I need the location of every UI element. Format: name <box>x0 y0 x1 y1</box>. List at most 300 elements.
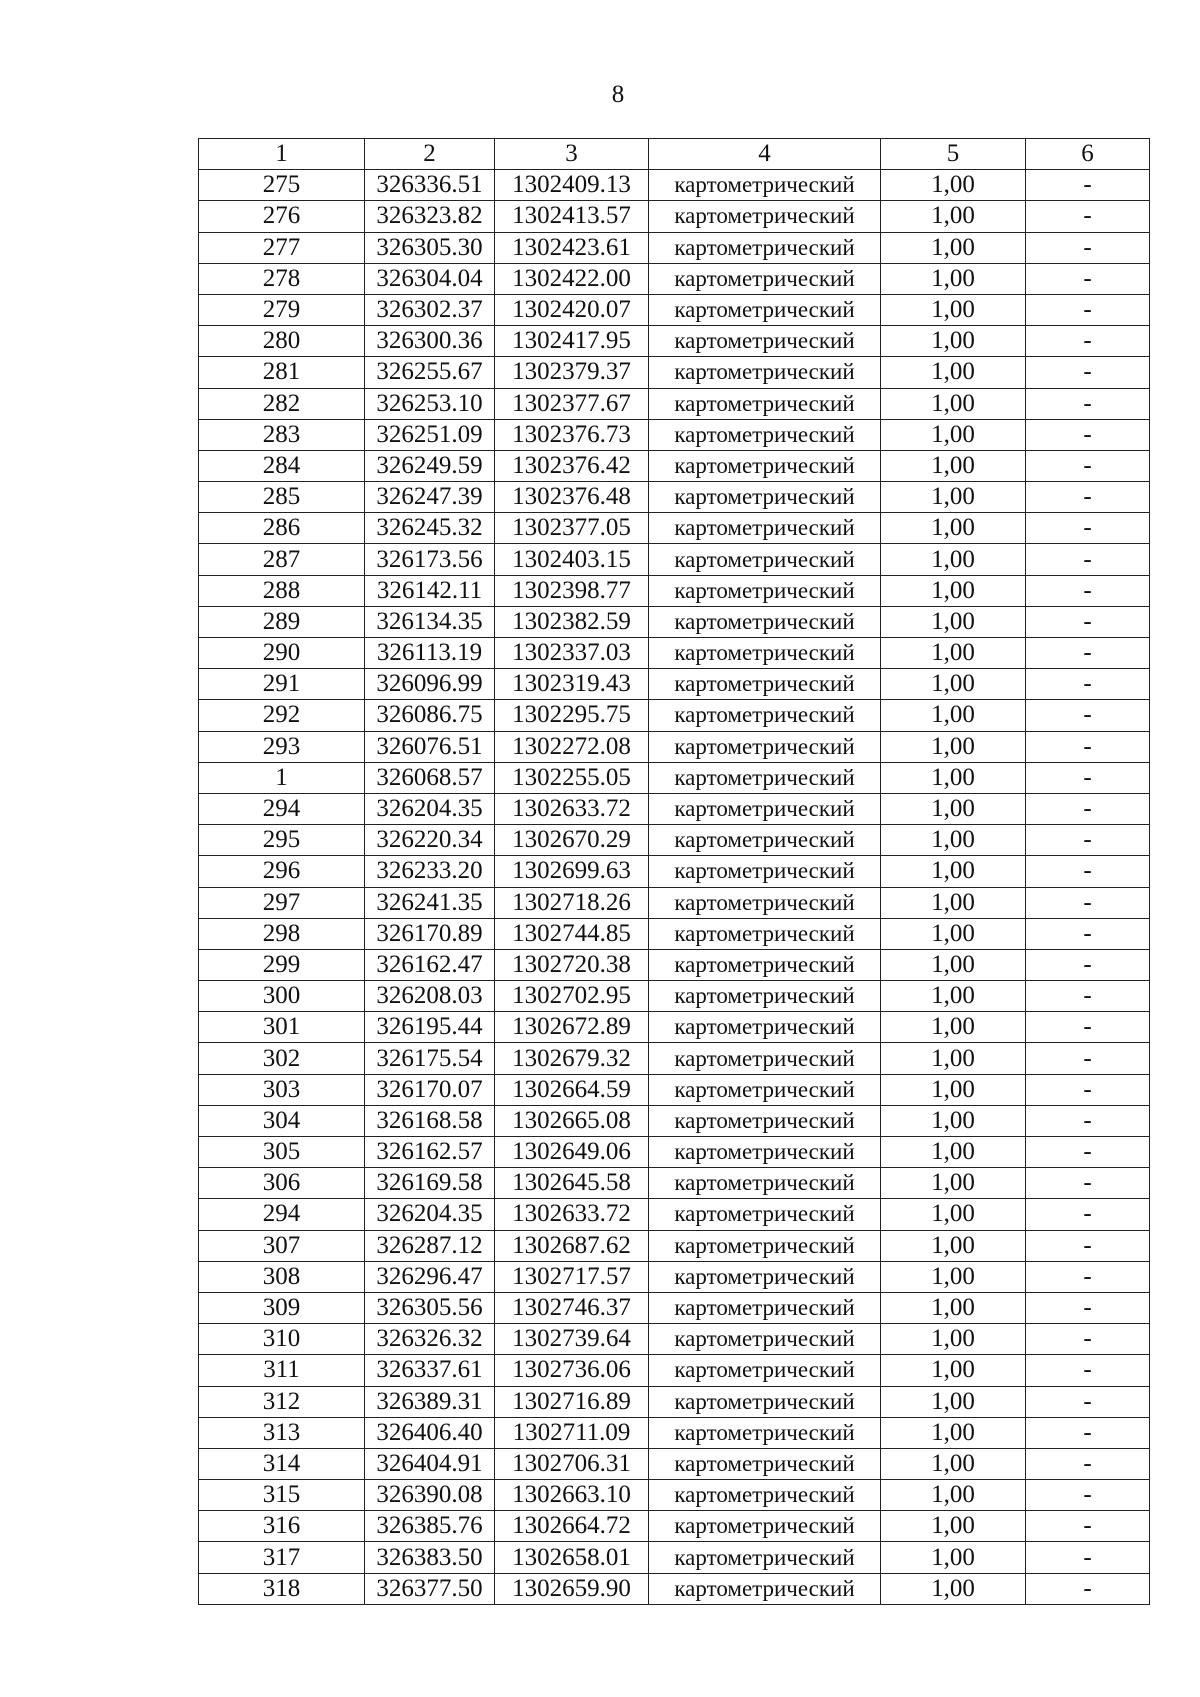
note-cell: - <box>1026 1199 1150 1230</box>
table-row <box>199 513 1150 544</box>
column-header-3: 3 <box>495 139 649 170</box>
accuracy-cell: 1,00 <box>881 232 1026 263</box>
note-cell: - <box>1026 575 1150 606</box>
method-cell: картометрический <box>649 825 881 856</box>
point-number-cell: 294 <box>199 793 365 824</box>
method-cell: картометрический <box>649 1199 881 1230</box>
accuracy-cell: 1,00 <box>881 170 1026 201</box>
accuracy-cell: 1,00 <box>881 1292 1026 1323</box>
accuracy-cell: 1,00 <box>881 606 1026 637</box>
point-number-cell: 307 <box>199 1230 365 1261</box>
method-cell: картометрический <box>649 1230 881 1261</box>
note-cell: - <box>1026 1448 1150 1479</box>
note-cell: - <box>1026 887 1150 918</box>
method-cell: картометрический <box>649 1480 881 1511</box>
x-coordinate-cell: 326389.31 <box>365 1386 495 1417</box>
accuracy-cell: 1,00 <box>881 700 1026 731</box>
point-number-cell: 296 <box>199 856 365 887</box>
x-coordinate-cell: 326406.40 <box>365 1417 495 1448</box>
table-row <box>199 1261 1150 1292</box>
point-number-cell: 281 <box>199 357 365 388</box>
x-coordinate-cell: 326305.30 <box>365 232 495 263</box>
note-cell: - <box>1026 388 1150 419</box>
point-number-cell: 308 <box>199 1261 365 1292</box>
table-row <box>199 1230 1150 1261</box>
y-coordinate-cell: 1302687.62 <box>495 1230 649 1261</box>
note-cell: - <box>1026 232 1150 263</box>
accuracy-cell: 1,00 <box>881 762 1026 793</box>
point-number-cell: 282 <box>199 388 365 419</box>
accuracy-cell: 1,00 <box>881 482 1026 513</box>
table-row <box>199 981 1150 1012</box>
column-header-4: 4 <box>649 139 881 170</box>
note-cell: - <box>1026 825 1150 856</box>
x-coordinate-cell: 326245.32 <box>365 513 495 544</box>
y-coordinate-cell: 1302670.29 <box>495 825 649 856</box>
table-row <box>199 762 1150 793</box>
point-number-cell: 1 <box>199 762 365 793</box>
accuracy-cell: 1,00 <box>881 638 1026 669</box>
point-number-cell: 297 <box>199 887 365 918</box>
table-row <box>199 263 1150 294</box>
method-cell: картометрический <box>649 638 881 669</box>
table-row <box>199 1012 1150 1043</box>
x-coordinate-cell: 326096.99 <box>365 669 495 700</box>
y-coordinate-cell: 1302319.43 <box>495 669 649 700</box>
table-row <box>199 1386 1150 1417</box>
accuracy-cell: 1,00 <box>881 731 1026 762</box>
table-row <box>199 793 1150 824</box>
y-coordinate-cell: 1302665.08 <box>495 1105 649 1136</box>
table-row <box>199 357 1150 388</box>
method-cell: картометрический <box>649 856 881 887</box>
point-number-cell: 302 <box>199 1043 365 1074</box>
y-coordinate-cell: 1302649.06 <box>495 1137 649 1168</box>
note-cell: - <box>1026 669 1150 700</box>
point-number-cell: 280 <box>199 326 365 357</box>
point-number-cell: 288 <box>199 575 365 606</box>
table-row <box>199 1043 1150 1074</box>
method-cell: картометрический <box>649 981 881 1012</box>
table-header <box>199 139 1150 170</box>
y-coordinate-cell: 1302417.95 <box>495 326 649 357</box>
note-cell: - <box>1026 1168 1150 1199</box>
note-cell: - <box>1026 1511 1150 1542</box>
point-number-cell: 315 <box>199 1480 365 1511</box>
accuracy-cell: 1,00 <box>881 326 1026 357</box>
y-coordinate-cell: 1302736.06 <box>495 1355 649 1386</box>
note-cell: - <box>1026 1292 1150 1323</box>
accuracy-cell: 1,00 <box>881 1105 1026 1136</box>
point-number-cell: 304 <box>199 1105 365 1136</box>
note-cell: - <box>1026 201 1150 232</box>
y-coordinate-cell: 1302379.37 <box>495 357 649 388</box>
method-cell: картометрический <box>649 1324 881 1355</box>
note-cell: - <box>1026 793 1150 824</box>
table-row <box>199 949 1150 980</box>
method-cell: картометрический <box>649 1168 881 1199</box>
x-coordinate-cell: 326336.51 <box>365 170 495 201</box>
table-row <box>199 575 1150 606</box>
method-cell: картометрический <box>649 294 881 325</box>
table-row <box>199 887 1150 918</box>
accuracy-cell: 1,00 <box>881 1480 1026 1511</box>
x-coordinate-cell: 326383.50 <box>365 1542 495 1573</box>
y-coordinate-cell: 1302398.77 <box>495 575 649 606</box>
x-coordinate-cell: 326113.19 <box>365 638 495 669</box>
x-coordinate-cell: 326300.36 <box>365 326 495 357</box>
column-header-6: 6 <box>1026 139 1150 170</box>
y-coordinate-cell: 1302409.13 <box>495 170 649 201</box>
x-coordinate-cell: 326208.03 <box>365 981 495 1012</box>
page-number: 8 <box>611 81 625 108</box>
table-row <box>199 1324 1150 1355</box>
method-cell: картометрический <box>649 544 881 575</box>
method-cell: картометрический <box>649 232 881 263</box>
y-coordinate-cell: 1302645.58 <box>495 1168 649 1199</box>
method-cell: картометрический <box>649 357 881 388</box>
method-cell: картометрический <box>649 669 881 700</box>
accuracy-cell: 1,00 <box>881 575 1026 606</box>
x-coordinate-cell: 326253.10 <box>365 388 495 419</box>
point-number-cell: 298 <box>199 918 365 949</box>
y-coordinate-cell: 1302659.90 <box>495 1573 649 1604</box>
method-cell: картометрический <box>649 450 881 481</box>
method-cell: картометрический <box>649 1012 881 1043</box>
y-coordinate-cell: 1302376.48 <box>495 482 649 513</box>
column-header-1: 1 <box>199 139 365 170</box>
accuracy-cell: 1,00 <box>881 793 1026 824</box>
note-cell: - <box>1026 513 1150 544</box>
method-cell: картометрический <box>649 1043 881 1074</box>
note-cell: - <box>1026 263 1150 294</box>
note-cell: - <box>1026 1230 1150 1261</box>
point-number-cell: 277 <box>199 232 365 263</box>
x-coordinate-cell: 326247.39 <box>365 482 495 513</box>
note-cell: - <box>1026 1542 1150 1573</box>
note-cell: - <box>1026 1137 1150 1168</box>
point-number-cell: 283 <box>199 419 365 450</box>
y-coordinate-cell: 1302633.72 <box>495 793 649 824</box>
table-row <box>199 450 1150 481</box>
note-cell: - <box>1026 1573 1150 1604</box>
method-cell: картометрический <box>649 388 881 419</box>
point-number-cell: 316 <box>199 1511 365 1542</box>
accuracy-cell: 1,00 <box>881 419 1026 450</box>
point-number-cell: 285 <box>199 482 365 513</box>
x-coordinate-cell: 326255.67 <box>365 357 495 388</box>
point-number-cell: 318 <box>199 1573 365 1604</box>
point-number-cell: 286 <box>199 513 365 544</box>
x-coordinate-cell: 326326.32 <box>365 1324 495 1355</box>
method-cell: картометрический <box>649 1105 881 1136</box>
method-cell: картометрический <box>649 949 881 980</box>
method-cell: картометрический <box>649 201 881 232</box>
point-number-cell: 276 <box>199 201 365 232</box>
method-cell: картометрический <box>649 1261 881 1292</box>
y-coordinate-cell: 1302420.07 <box>495 294 649 325</box>
table-row <box>199 201 1150 232</box>
table-row <box>199 482 1150 513</box>
accuracy-cell: 1,00 <box>881 1199 1026 1230</box>
y-coordinate-cell: 1302746.37 <box>495 1292 649 1323</box>
point-number-cell: 289 <box>199 606 365 637</box>
table-row <box>199 825 1150 856</box>
table-row <box>199 419 1150 450</box>
accuracy-cell: 1,00 <box>881 1386 1026 1417</box>
method-cell: картометрический <box>649 918 881 949</box>
table-row <box>199 232 1150 263</box>
accuracy-cell: 1,00 <box>881 1012 1026 1043</box>
note-cell: - <box>1026 1074 1150 1105</box>
method-cell: картометрический <box>649 575 881 606</box>
point-number-cell: 279 <box>199 294 365 325</box>
point-number-cell: 290 <box>199 638 365 669</box>
table-row <box>199 1105 1150 1136</box>
point-number-cell: 313 <box>199 1417 365 1448</box>
note-cell: - <box>1026 1261 1150 1292</box>
method-cell: картометрический <box>649 513 881 544</box>
note-cell: - <box>1026 419 1150 450</box>
table-row <box>199 1573 1150 1604</box>
accuracy-cell: 1,00 <box>881 357 1026 388</box>
method-cell: картометрический <box>649 700 881 731</box>
point-number-cell: 278 <box>199 263 365 294</box>
x-coordinate-cell: 326168.58 <box>365 1105 495 1136</box>
x-coordinate-cell: 326304.04 <box>365 263 495 294</box>
point-number-cell: 303 <box>199 1074 365 1105</box>
point-number-cell: 309 <box>199 1292 365 1323</box>
point-number-cell: 317 <box>199 1542 365 1573</box>
note-cell: - <box>1026 1417 1150 1448</box>
accuracy-cell: 1,00 <box>881 856 1026 887</box>
accuracy-cell: 1,00 <box>881 1542 1026 1573</box>
x-coordinate-cell: 326204.35 <box>365 1199 495 1230</box>
x-coordinate-cell: 326086.75 <box>365 700 495 731</box>
point-number-cell: 293 <box>199 731 365 762</box>
table-row <box>199 731 1150 762</box>
x-coordinate-cell: 326170.89 <box>365 918 495 949</box>
table-body <box>199 170 1150 1605</box>
accuracy-cell: 1,00 <box>881 544 1026 575</box>
table-row <box>199 638 1150 669</box>
x-coordinate-cell: 326233.20 <box>365 856 495 887</box>
accuracy-cell: 1,00 <box>881 1137 1026 1168</box>
method-cell: картометрический <box>649 419 881 450</box>
accuracy-cell: 1,00 <box>881 949 1026 980</box>
point-number-cell: 312 <box>199 1386 365 1417</box>
table-row <box>199 388 1150 419</box>
table-row <box>199 294 1150 325</box>
table-row <box>199 1292 1150 1323</box>
y-coordinate-cell: 1302718.26 <box>495 887 649 918</box>
y-coordinate-cell: 1302382.59 <box>495 606 649 637</box>
table-row <box>199 1355 1150 1386</box>
method-cell: картометрический <box>649 1417 881 1448</box>
accuracy-cell: 1,00 <box>881 825 1026 856</box>
point-number-cell: 310 <box>199 1324 365 1355</box>
x-coordinate-cell: 326220.34 <box>365 825 495 856</box>
x-coordinate-cell: 326169.58 <box>365 1168 495 1199</box>
y-coordinate-cell: 1302720.38 <box>495 949 649 980</box>
point-number-cell: 295 <box>199 825 365 856</box>
y-coordinate-cell: 1302377.67 <box>495 388 649 419</box>
y-coordinate-cell: 1302377.05 <box>495 513 649 544</box>
note-cell: - <box>1026 482 1150 513</box>
y-coordinate-cell: 1302702.95 <box>495 981 649 1012</box>
x-coordinate-cell: 326068.57 <box>365 762 495 793</box>
table-row <box>199 1511 1150 1542</box>
table-row <box>199 1448 1150 1479</box>
table-row <box>199 669 1150 700</box>
accuracy-cell: 1,00 <box>881 887 1026 918</box>
y-coordinate-cell: 1302663.10 <box>495 1480 649 1511</box>
table-row <box>199 1137 1150 1168</box>
accuracy-cell: 1,00 <box>881 1448 1026 1479</box>
table-row <box>199 170 1150 201</box>
method-cell: картометрический <box>649 1355 881 1386</box>
note-cell: - <box>1026 170 1150 201</box>
x-coordinate-cell: 326377.50 <box>365 1573 495 1604</box>
point-number-cell: 306 <box>199 1168 365 1199</box>
point-number-cell: 314 <box>199 1448 365 1479</box>
y-coordinate-cell: 1302699.63 <box>495 856 649 887</box>
note-cell: - <box>1026 1012 1150 1043</box>
method-cell: картометрический <box>649 1542 881 1573</box>
accuracy-cell: 1,00 <box>881 201 1026 232</box>
x-coordinate-cell: 326337.61 <box>365 1355 495 1386</box>
note-cell: - <box>1026 1386 1150 1417</box>
point-number-cell: 291 <box>199 669 365 700</box>
table-row <box>199 544 1150 575</box>
x-coordinate-cell: 326170.07 <box>365 1074 495 1105</box>
note-cell: - <box>1026 1480 1150 1511</box>
accuracy-cell: 1,00 <box>881 981 1026 1012</box>
note-cell: - <box>1026 638 1150 669</box>
x-coordinate-cell: 326204.35 <box>365 793 495 824</box>
y-coordinate-cell: 1302295.75 <box>495 700 649 731</box>
note-cell: - <box>1026 450 1150 481</box>
accuracy-cell: 1,00 <box>881 918 1026 949</box>
y-coordinate-cell: 1302633.72 <box>495 1199 649 1230</box>
y-coordinate-cell: 1302658.01 <box>495 1542 649 1573</box>
y-coordinate-cell: 1302679.32 <box>495 1043 649 1074</box>
accuracy-cell: 1,00 <box>881 1573 1026 1604</box>
note-cell: - <box>1026 294 1150 325</box>
y-coordinate-cell: 1302672.89 <box>495 1012 649 1043</box>
note-cell: - <box>1026 1043 1150 1074</box>
y-coordinate-cell: 1302422.00 <box>495 263 649 294</box>
x-coordinate-cell: 326404.91 <box>365 1448 495 1479</box>
method-cell: картометрический <box>649 1137 881 1168</box>
y-coordinate-cell: 1302403.15 <box>495 544 649 575</box>
note-cell: - <box>1026 544 1150 575</box>
x-coordinate-cell: 326251.09 <box>365 419 495 450</box>
x-coordinate-cell: 326076.51 <box>365 731 495 762</box>
y-coordinate-cell: 1302376.73 <box>495 419 649 450</box>
x-coordinate-cell: 326162.47 <box>365 949 495 980</box>
y-coordinate-cell: 1302664.59 <box>495 1074 649 1105</box>
table-row <box>199 918 1150 949</box>
note-cell: - <box>1026 856 1150 887</box>
x-coordinate-cell: 326302.37 <box>365 294 495 325</box>
y-coordinate-cell: 1302272.08 <box>495 731 649 762</box>
method-cell: картометрический <box>649 606 881 637</box>
accuracy-cell: 1,00 <box>881 1417 1026 1448</box>
y-coordinate-cell: 1302413.57 <box>495 201 649 232</box>
method-cell: картометрический <box>649 1573 881 1604</box>
accuracy-cell: 1,00 <box>881 1324 1026 1355</box>
y-coordinate-cell: 1302744.85 <box>495 918 649 949</box>
x-coordinate-cell: 326249.59 <box>365 450 495 481</box>
accuracy-cell: 1,00 <box>881 1261 1026 1292</box>
x-coordinate-cell: 326296.47 <box>365 1261 495 1292</box>
x-coordinate-cell: 326134.35 <box>365 606 495 637</box>
point-number-cell: 294 <box>199 1199 365 1230</box>
note-cell: - <box>1026 700 1150 731</box>
point-number-cell: 292 <box>199 700 365 731</box>
column-header-2: 2 <box>365 139 495 170</box>
accuracy-cell: 1,00 <box>881 294 1026 325</box>
table-row <box>199 700 1150 731</box>
y-coordinate-cell: 1302711.09 <box>495 1417 649 1448</box>
accuracy-cell: 1,00 <box>881 388 1026 419</box>
table-row <box>199 606 1150 637</box>
method-cell: картометрический <box>649 1511 881 1542</box>
table-row <box>199 1074 1150 1105</box>
accuracy-cell: 1,00 <box>881 1230 1026 1261</box>
y-coordinate-cell: 1302739.64 <box>495 1324 649 1355</box>
method-cell: картометрический <box>649 170 881 201</box>
method-cell: картометрический <box>649 762 881 793</box>
y-coordinate-cell: 1302423.61 <box>495 232 649 263</box>
point-number-cell: 299 <box>199 949 365 980</box>
note-cell: - <box>1026 731 1150 762</box>
table-row <box>199 1542 1150 1573</box>
x-coordinate-cell: 326287.12 <box>365 1230 495 1261</box>
y-coordinate-cell: 1302706.31 <box>495 1448 649 1479</box>
method-cell: картометрический <box>649 887 881 918</box>
table-row <box>199 1417 1150 1448</box>
method-cell: картометрический <box>649 1292 881 1323</box>
x-coordinate-cell: 326385.76 <box>365 1511 495 1542</box>
note-cell: - <box>1026 357 1150 388</box>
note-cell: - <box>1026 606 1150 637</box>
point-number-cell: 287 <box>199 544 365 575</box>
accuracy-cell: 1,00 <box>881 1355 1026 1386</box>
table-row <box>199 1168 1150 1199</box>
note-cell: - <box>1026 1105 1150 1136</box>
coordinates-table <box>198 138 1150 1605</box>
x-coordinate-cell: 326162.57 <box>365 1137 495 1168</box>
table-row <box>199 326 1150 357</box>
x-coordinate-cell: 326173.56 <box>365 544 495 575</box>
note-cell: - <box>1026 981 1150 1012</box>
x-coordinate-cell: 326241.35 <box>365 887 495 918</box>
method-cell: картометрический <box>649 263 881 294</box>
note-cell: - <box>1026 326 1150 357</box>
accuracy-cell: 1,00 <box>881 1074 1026 1105</box>
method-cell: картометрический <box>649 1448 881 1479</box>
y-coordinate-cell: 1302664.72 <box>495 1511 649 1542</box>
method-cell: картометрический <box>649 326 881 357</box>
accuracy-cell: 1,00 <box>881 513 1026 544</box>
accuracy-cell: 1,00 <box>881 1043 1026 1074</box>
point-number-cell: 311 <box>199 1355 365 1386</box>
method-cell: картометрический <box>649 1074 881 1105</box>
point-number-cell: 284 <box>199 450 365 481</box>
note-cell: - <box>1026 762 1150 793</box>
